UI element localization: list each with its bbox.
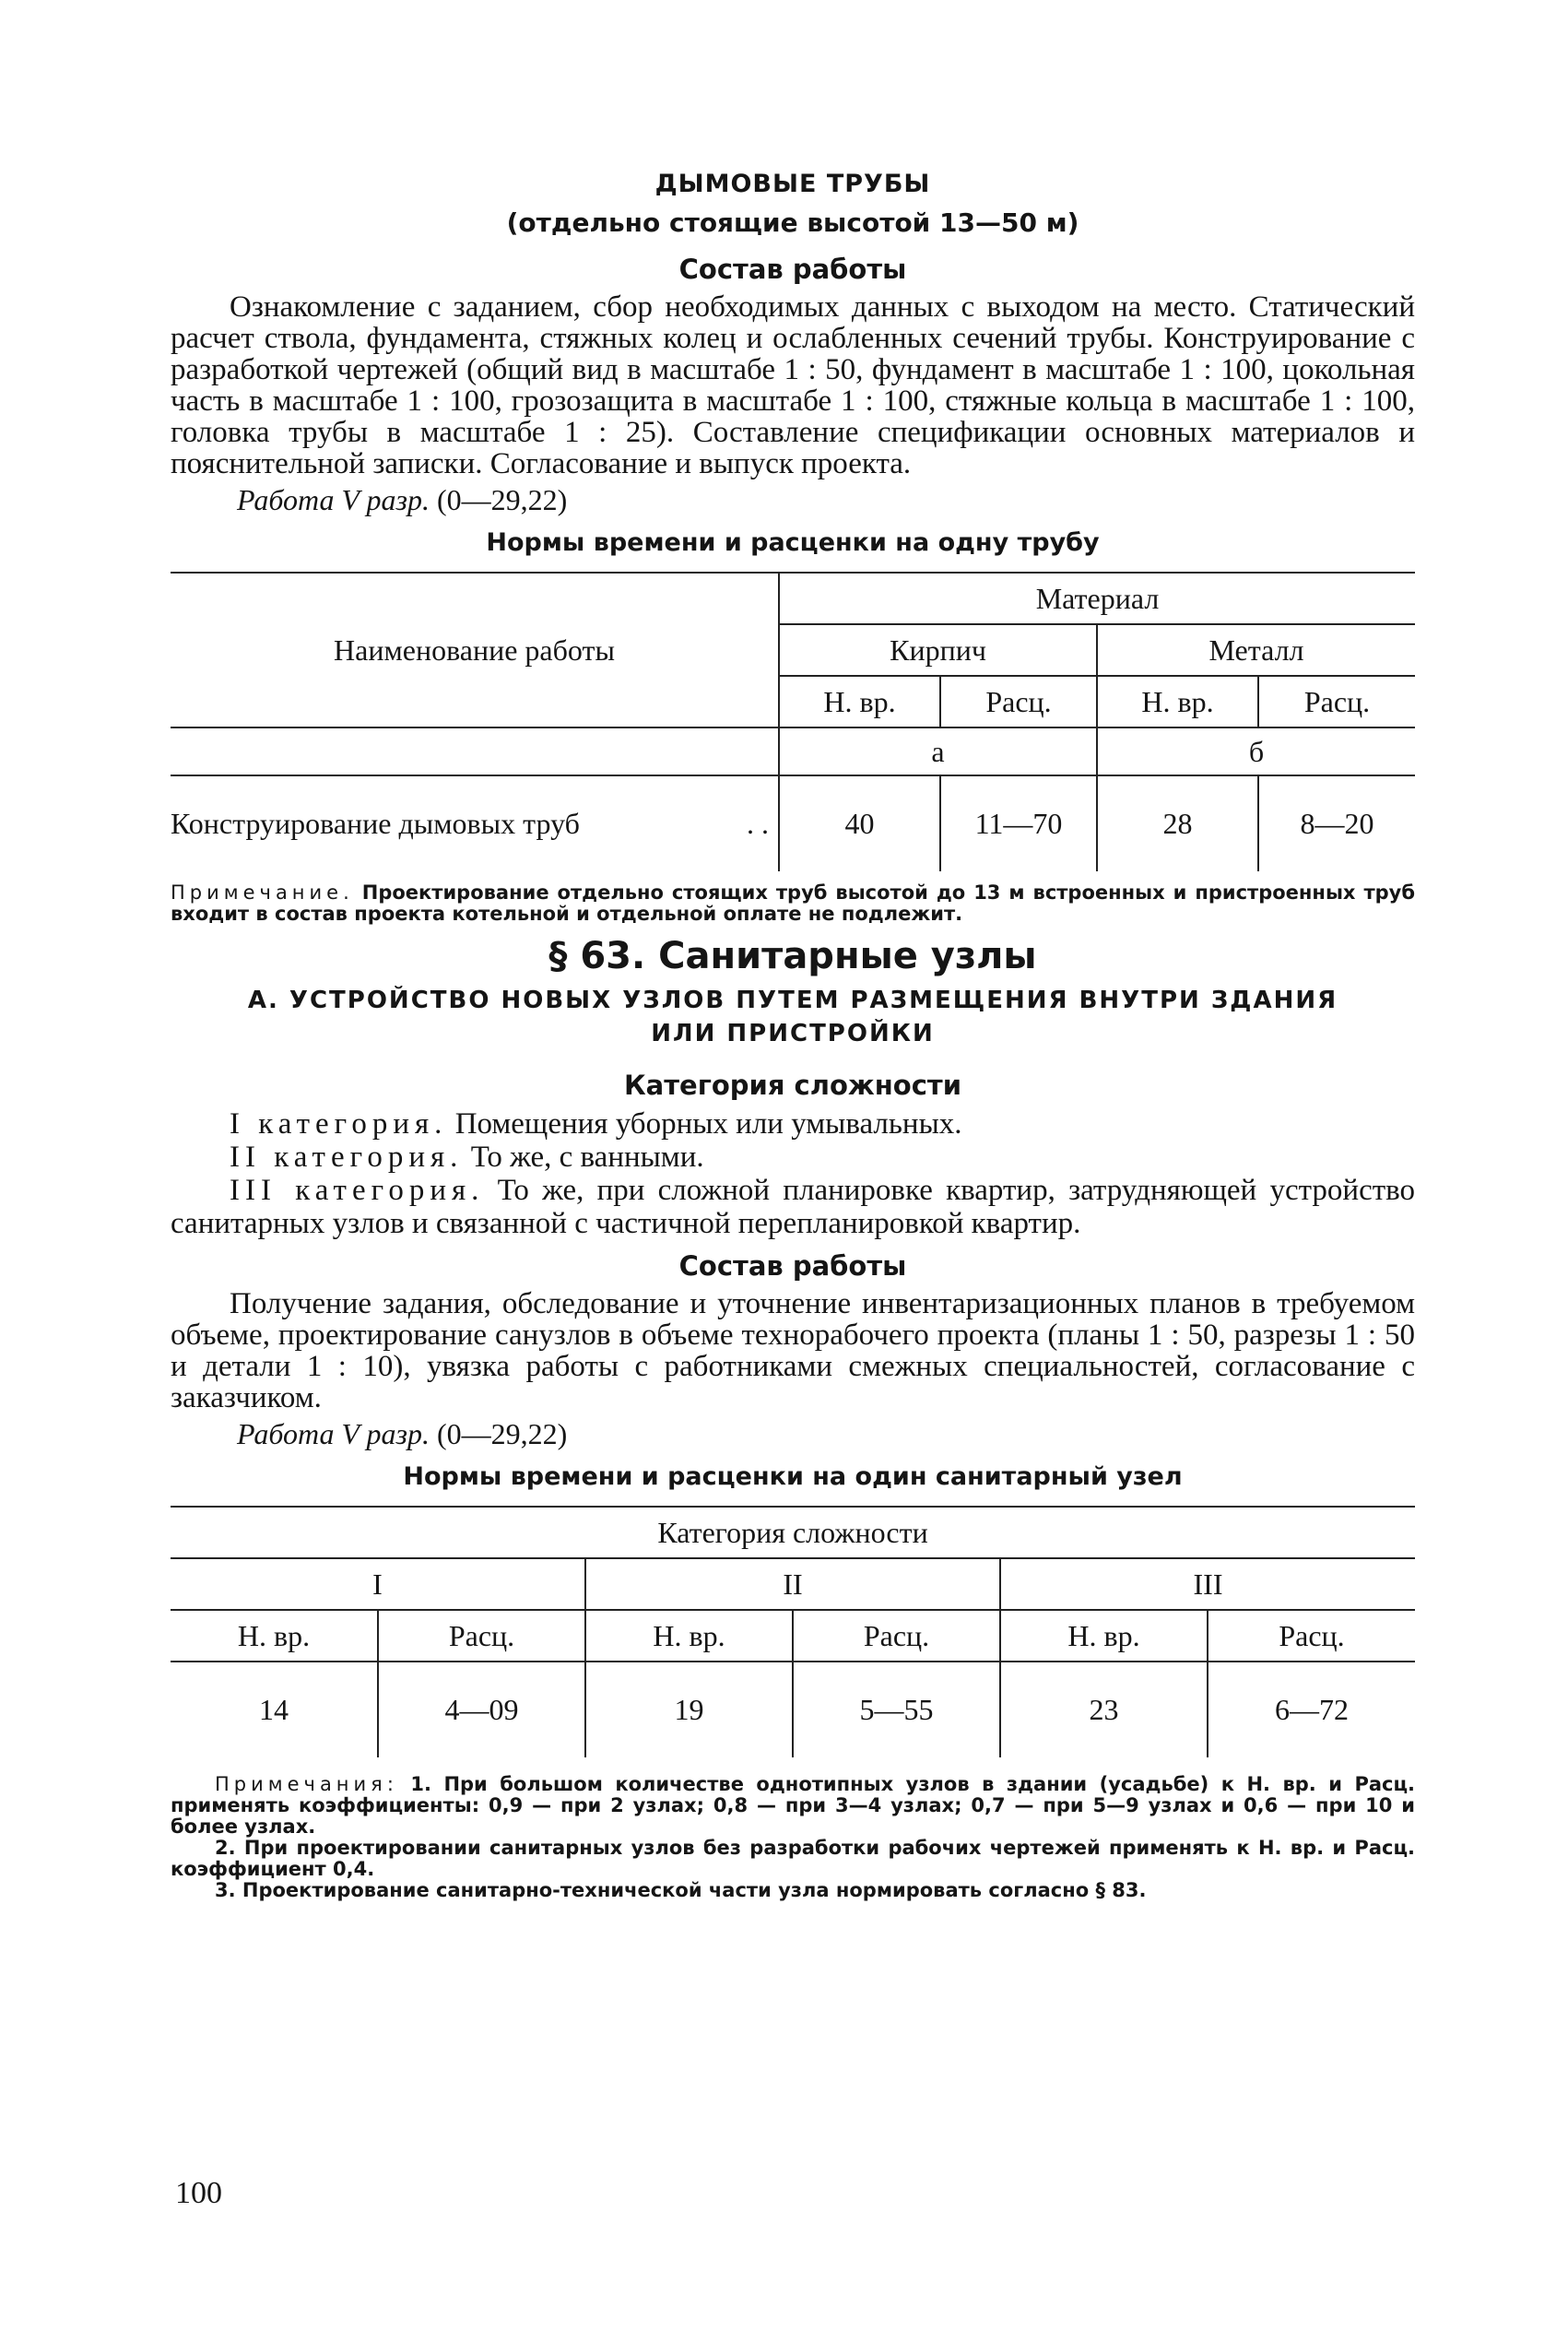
sanitary-work-text: Получение задания, обследование и уточнение инвентаризационных планов в требуемом объеме, проектирование санузлов в объеме технорабочего проекта (планы 1 : 50, разрезы 1 : 50 и детали 1 : 10), увязка работы с работниками смежных специальностей, согласование с заказчиком. — [171, 1287, 1415, 1414]
cat-i-header: I — [171, 1558, 585, 1610]
chimneys-work-text: Ознакомление с заданием, сбор необходимых данных с выходом на место. Статический расчет ствола, фундамента, стяжных колец и ослабленных сечений трубы. Конструирование с разработкой чертежей (общий вид в масштабе 1 : 50, фундамент в масштабе 1 : 100, цокольная часть в масштабе 1 : 100, грозозащита в масштабе 1 : 100, стяжные кольца в масштабе 1 : 100, головка трубы в масштабе 1 : 25). Составление спецификации основных материалов и пояснительной записки. Согласование и выпуск проекта. — [171, 290, 1415, 480]
complexity-heading: Категория сложности — [623, 1070, 962, 1101]
brick-hvr-header: Н. вр. — [779, 676, 940, 727]
chimneys-title: ДЫМОВЫЕ ТРУБЫ — [654, 170, 931, 198]
col-name-header: Наименование работы — [171, 573, 779, 727]
material-header: Материал — [779, 573, 1415, 624]
cat-ii-rasc-header: Расц. — [793, 1610, 1000, 1662]
category-header: Категория сложности — [171, 1507, 1415, 1558]
chimneys-note — [171, 882, 1415, 925]
chimneys-note-text: Проектирование отдельно стоящих труб высотой до 13 м встроенных и пристроенных труб входит в состав проекта котельной и отдельной оплате не подлежит. — [171, 881, 1416, 925]
cell-metal-hvr: 28 — [1097, 775, 1258, 871]
cat-i-hvr-header: Н. вр. — [171, 1610, 378, 1662]
cat-iii-hvr-header: Н. вр. — [1000, 1610, 1208, 1662]
index-b: б — [1097, 727, 1415, 775]
cell-brick-hvr: 40 — [779, 775, 940, 871]
chimneys-grade-label: Работа V разр. — [237, 483, 430, 516]
page-number: 100 — [175, 2176, 222, 2210]
category-3-text: То же, при сложной планировке квартир, затрудняющей устройство санитарных узлов и связанной с частичной перепланировкой квартир. — [171, 1174, 1416, 1240]
cat-i-rasc-header: Расц. — [378, 1610, 585, 1662]
chimneys-work-heading: Состав работы — [678, 254, 907, 285]
category-2 — [171, 1141, 1415, 1174]
brick-header: Кирпич — [779, 624, 1097, 676]
cell-metal-rasc: 8—20 — [1300, 807, 1374, 840]
sanitary-note-2: 2. При проектировании санитарных узлов без разработки рабочих чертежей применять к Н. вр. и Расц. коэффициент 0,4. — [171, 1837, 1415, 1880]
sanitary-note-3: 3. Проектирование санитарно-технической части узла нормировать согласно § 83. — [215, 1879, 1147, 1901]
table-row-label — [171, 775, 779, 871]
chimneys-table-title: Нормы времени и расценки на одну трубу — [486, 528, 1100, 557]
metal-rasc-header: Расц. — [1258, 676, 1415, 727]
cell-cat-iii-rasc: 6—72 — [1275, 1693, 1349, 1726]
metal-hvr-header: Н. вр. — [1097, 676, 1258, 727]
cell-cat-i-rasc: 4—09 — [378, 1662, 585, 1757]
sanitary-work-heading: Состав работы — [678, 1250, 907, 1282]
sanitary-grade — [171, 1413, 1415, 1454]
cell-cat-ii-hvr: 19 — [585, 1662, 793, 1757]
chimneys-table — [171, 572, 1415, 871]
category-1 — [171, 1107, 1415, 1141]
cat-ii-hvr-header: Н. вр. — [585, 1610, 793, 1662]
cell-cat-iii-hvr: 23 — [1000, 1662, 1208, 1757]
cell-cat-ii-rasc: 5—55 — [793, 1662, 1000, 1757]
section-63-subtitle: А. УСТРОЙСТВО НОВЫХ УЗЛОВ ПУТЕМ РАЗМЕЩЕНИЯ ВНУТРИ ЗДАНИЯ ИЛИ ПРИСТРОЙКИ — [247, 987, 1338, 1047]
index-a: а — [779, 727, 1097, 775]
cell-cat-i-hvr: 14 — [171, 1662, 378, 1757]
row-label-text: Конструирование дымовых труб — [171, 807, 580, 840]
sanitary-notes-label: Примечания: — [215, 1773, 398, 1795]
metal-header: Металл — [1097, 624, 1415, 676]
sanitary-table-title: Нормы времени и расценки на один санитарный узел — [403, 1462, 1183, 1491]
sanitary-grade-value: (0—29,22) — [436, 1417, 568, 1450]
cat-iii-rasc-header: Расц. — [1208, 1610, 1415, 1662]
cell-brick-rasc: 11—70 — [940, 775, 1097, 871]
sanitary-grade-label: Работа V разр. — [237, 1417, 430, 1450]
chimneys-grade — [171, 479, 1415, 520]
cat-ii-header: II — [585, 1558, 1000, 1610]
category-2-label: II категория. — [230, 1141, 464, 1174]
sanitary-note-1-text: 1. При большом количестве однотипных узлов в здании (усадьбе) к Н. вр. и Расц. применять коэффициенты: 0,9 — при 2 узлах; 0,8 — при 3—4 узлах; 0,7 — при 5—9 узлах и 0,6 — при 10 и более узлах. — [171, 1773, 1415, 1838]
category-3-label: III категория. — [230, 1174, 485, 1207]
category-1-label: I категория. — [230, 1107, 448, 1141]
sanitary-note-1 — [171, 1774, 1415, 1838]
page-content — [171, 166, 1415, 1901]
category-3 — [171, 1174, 1415, 1240]
cat-iii-header: III — [1000, 1558, 1415, 1610]
section-63-title: § 63. Санитарные узлы — [548, 935, 1037, 977]
row-label-dots: . . — [747, 807, 769, 840]
chimneys-grade-value: (0—29,22) — [436, 483, 568, 516]
category-2-text: То же, с ванными. — [470, 1141, 704, 1174]
sanitary-table — [171, 1506, 1415, 1757]
chimneys-note-label: Примечание. — [171, 881, 354, 904]
chimneys-subtitle: (отдельно стоящие высотой 13—50 м) — [506, 207, 1079, 238]
category-1-text: Помещения уборных или умывальных. — [454, 1107, 962, 1141]
brick-rasc-header: Расц. — [940, 676, 1097, 727]
